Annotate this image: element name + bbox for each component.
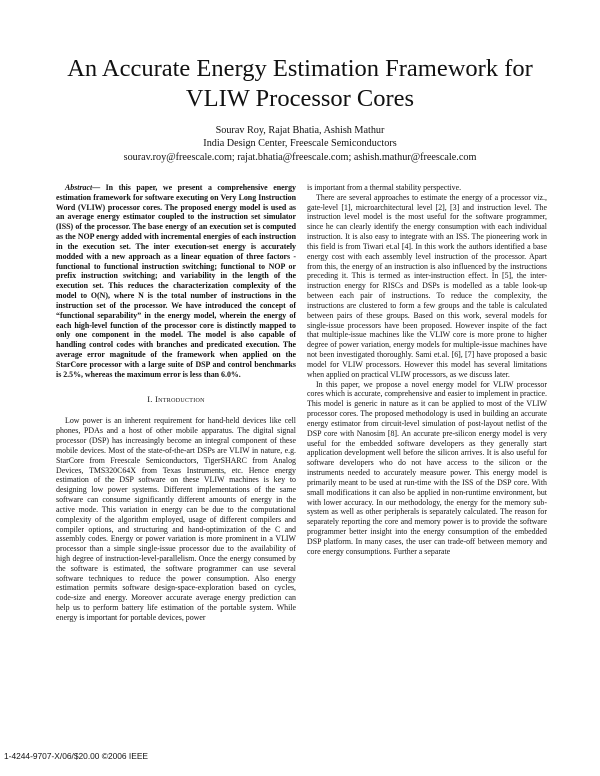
intro-paragraph-3: In this paper, we propose a novel energy model for VLIW processor cores which is accurate, comprehensive and easier to implement in practice. This model is generic in nature as it can be applied to most of the VLIW processor cores. The proposed methodology is used in building an accurate energy estimator from circuit-level simulation of post-layout netlist of the DSP core with Nanosim [8]. An accurate pre-silicon energy model is very useful for the embedded software developers as they generally start application development well before the silicon arrives. It is also useful for software developers who do not have access to the silicon or the instruments needed to accurately measure power. This energy model is primarily meant to be used at run-time with the ISS of the DSP core. With small modifications it can also be applied in non-runtime environment, but with lower accuracy. In our methodology, the energy for the memory sub-system as well as other peripherals is separately calculated. The reason for separately reporting the core and memory power is to provide the software programmer better insight into the energy consumption of the embedded DSP platform. In many cases, the user can trade-off between memory and core energy consumptions. Further a separate bbox=[307, 379, 547, 556]
author-names: Sourav Roy, Rajat Bhatia, Ashish Mathur bbox=[215, 125, 385, 136]
left-column bbox=[56, 183, 296, 623]
author-block bbox=[40, 124, 560, 164]
intro-paragraph-continued: is important from a thermal stability perspective. bbox=[307, 183, 462, 192]
paper-title: An Accurate Energy Estimation Framework for VLIW Processor Cores bbox=[67, 55, 533, 112]
intro-paragraph-1: Low power is an inherent requirement for hand-held devices like cell phones, PDAs and a host of other mobile apparatus. The digital signal processor (DSP) has increasingly become an integral component of these mobile devices. Most of the state-of-the-art DSPs are VLIW in nature, e.g. StarCore from Freescale Semiconductors, TigerSHARC from Analog Devices, TMS320C64X from Texas Instruments, etc. Hence energy estimation of the DSP software on these VLIW machines is key to designing low power systems. Different implementations of the same software can consume significantly different amounts of energy in the active mode. This variation in energy can be due to the computational complexity of the algorithm employed, usage of different compilers and compiler options, and structuring and hand-optimization of the C and assembly codes. Energy or power variation is more prominent in a VLIW processor than a simple single-issue processor due to the availability of high degree of instruction-level-parallelism. Once the energy consumed by the software is estimated, the software programmer can use several software techniques to reduce the power consumption. Also energy estimation permits software design-space-exploration based on cycles, code-size and energy. Moreover accurate average energy prediction can help us to perform battery life estimation of the portable system. While energy is important for portable devices, power bbox=[56, 416, 296, 622]
abstract-label: Abstract bbox=[65, 183, 93, 192]
section-title: Introduction bbox=[155, 394, 205, 404]
author-affiliation: India Design Center, Freescale Semiconductors bbox=[203, 138, 397, 150]
intro-paragraph-2: There are several approaches to estimate the energy of a processor viz., gate-level [1], microarchitectural level [2], [3] and instruction level. The instruction level model is the most useful for the software programmer, since he can clearly identify the energy consumption with each individual instruction. It is also easy to integrate with an ISS. The pioneering work in this field is from Tiwari et.al [4]. In this work the authors identified a base energy cost with each assembly level instruction of the processor. Apart from this, the energy of an instruction is also influenced by the instructions preceding it. This is termed as inter-instruction effect. In [5], the inter-instruction energy for RISCs and DSPs is modelled as a table look-up between each pair of instructions. To reduce the complexity, the instructions are clustered to form a few groups and the table is calculated between pairs of these groups. Based on this work, several models for single-issue processors have been proposed. However inspite of the fact that multiple-issue machines like the VLIW core is more prone to higher degree of power variation, energy models for multiple-issue machines have not been investigated thoroughly. Sami et.al. [6], [7] have proposed a basic model for VLIW processors. However this model has several limitations when applied on practical VLIW processors, as we discuss later. bbox=[307, 192, 547, 379]
abstract bbox=[56, 183, 296, 380]
copyright-footer: 1-4244-9707-X/06/$20.00 ©2006 IEEE bbox=[4, 751, 148, 761]
section-number: I. bbox=[147, 394, 153, 404]
author-emails: sourav.roy@freescale.com; rajat.bhatia@freescale.com; ashish.mathur@freescale.com bbox=[123, 151, 477, 163]
right-column bbox=[307, 183, 547, 556]
section-heading-introduction bbox=[56, 395, 296, 405]
abstract-text: — In this paper, we present a comprehensive energy estimation framework for software executing on Very Long Instruction Word (VLIW) processor cores. The proposed energy model is used as an average energy estimator coupled to the instruction set simulator (ISS) of the processor. The base energy of an execution set is computed as the NOP energy added with incremental energies of each instruction in the execution set. The inter execution-set energy is accurately modded with a new approach as a linear equation of three factors - functional to functional instruction switching; functional to NOP or prefix instruction switching; and variability in the length of the execution set. This reduces the characterization complexity of the model to O(N), where N is the total number of instructions in the instruction set of the processor. We have introduced the concept of “functional separability” in the energy model, wherein the energy of each high-level function of the processor core is distinctly mapped to only one component in the model. The model is also capable of handling control codes with branches and predicated execution. The average error magnitude of the framework when applied on the StarCore processor with a large suite of DSP and control benchmarks is 2.5%, whereas the maximum error is less than 6.0%. bbox=[56, 183, 296, 379]
